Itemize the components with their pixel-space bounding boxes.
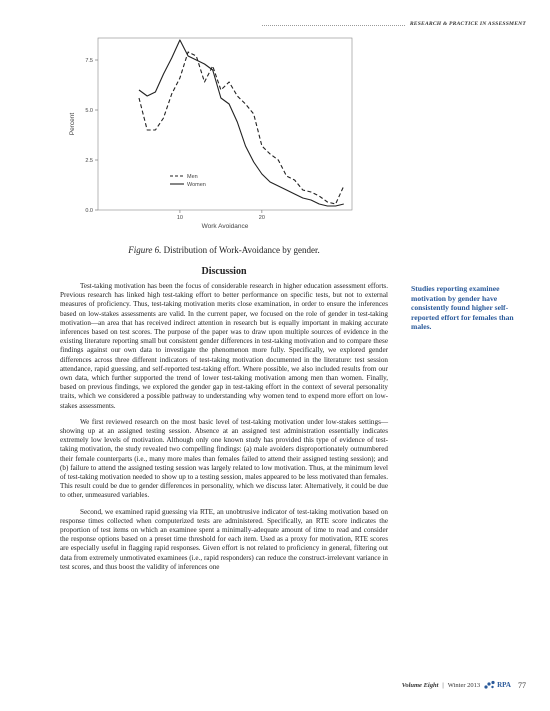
paragraph: Test-taking motivation has been the focus of considerable research in higher education assessment efforts. Previous research has linked high test-taking effort to better performance on specific tests, but not to external measures of proficiency. Thus, test-taking motivation merits close examination, in order to ensure the inferences based on low-stakes assessments are valid. In the current paper, we focused on the role of gender in test-taking motivation—an area that has received indirect attention in research but is equally important in making accurate inferences based on test scores. The purpose of the paper was to draw upon multiple sources of evidence in the existing literature reporting small but consistent gender differences in test-taking motivation and to compare these findings against our own data to investigate the phenomenon more fully. Specifically, we explored gender differences across three different indicators of test-taking motivation documented in the literature: test session attendance, rapid guessing, and self-reported test-taking effort. Where possible, we also included results from our own data, which further supported the trend of lower test-taking motivation among men than women. Finally, based on previous findings, we explored the gender gap in test-taking effort in the context of several personality traits, which we considered a possible pathway to understanding why women tend to expend more effort on low-stakes assessments. [60, 282, 388, 410]
x-tick-label: 20 [258, 215, 265, 221]
y-tick-label: 2.5 [85, 158, 93, 164]
rpa-logo-text: RPA [497, 681, 511, 689]
paragraph: Second, we examined rapid guessing via RTE, an unobtrusive indicator of test-taking motivation based on response times collected when computerized tests are administered. Specifically, an RTE score indicates the proportion of test items on which an examinee spent a minimally-adequate amount of time to read and consider the response options based on a preset time threshold for each item. Used as a proxy for motivation, RTE scores are especially useful in flagging rapid responses. Given effort is not related to proficiency in general, filtering out data from extremely unmotivated examinees (i.e., rapid responders) can reduce the construct-irrelevant variance in test scores, and thus boost the validity of inferences one [60, 507, 388, 571]
running-head: RESEARCH & PRACTICE IN ASSESSMENT [409, 21, 526, 27]
y-tick-label: 5.0 [85, 108, 93, 114]
header-dotted-rule [262, 25, 405, 26]
footer-volume: Volume Eight [401, 681, 439, 689]
x-tick-label: 10 [176, 215, 183, 221]
discussion-body [60, 282, 388, 579]
rpa-logo [484, 680, 511, 690]
figure-caption [60, 245, 388, 255]
series-line-women [139, 40, 344, 206]
rpa-logo-icon [484, 680, 496, 690]
work-avoidance-line-chart [60, 34, 360, 234]
discussion-heading: Discussion [201, 266, 247, 277]
footer-issue: Winter 2013 [447, 681, 481, 689]
figure-6 [60, 34, 360, 234]
paragraph: We first reviewed research on the most basic level of test-taking motivation under low-stakes settings—showing up at an assigned testing session. Absence at an assigned test administration essentially indicates extremely low levels of motivation. Although only one known study has provided this type of evidence of test-taking motivation, the study revealed two compelling findings: (a) male avoiders disproportionately outnumbered their female counterparts (i.e., many more males than females failed to attend their assigned testing session); and (b) failure to attend the assigned testing session was largely related to low motivation. Thus, at the minimum level of test-taking motivation needed to show up to a testing session, males appeared to be less motivated than females. This result could be due to gender differences in personality, which we discuss later. Alternatively, it could be due to other, unmeasured variables. [60, 417, 388, 500]
page-footer [402, 680, 526, 690]
plot-frame [98, 38, 352, 210]
x-axis-label: Work Avoidance [201, 223, 249, 230]
pull-quote: Studies reporting examinee motivation by gender have consistently found higher self-reported effort for females than males. [411, 284, 514, 332]
figure-caption-text: Distribution of Work-Avoidance by gender. [161, 245, 320, 255]
y-axis-label: Percent [69, 112, 76, 136]
page-number: 77 [518, 680, 526, 690]
y-tick-label: 7.5 [85, 58, 93, 64]
figure-caption-label: Figure 6. [128, 245, 162, 255]
legend-label-men: Men [187, 174, 198, 180]
footer-separator: | [442, 681, 444, 689]
y-tick-label: 0.0 [85, 208, 93, 214]
legend-label-women: Women [187, 182, 206, 188]
series-line-men [139, 52, 344, 204]
